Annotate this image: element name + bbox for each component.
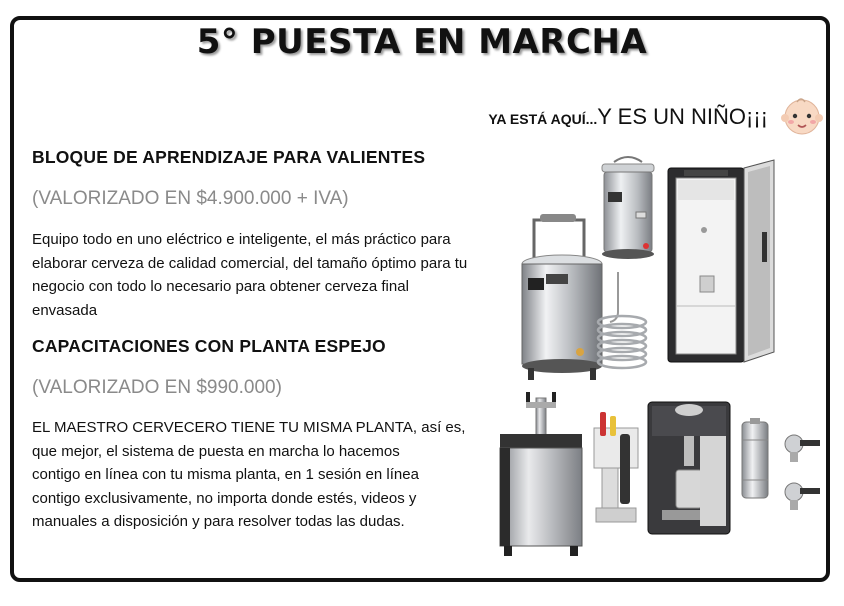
page-title: 5° PUESTA EN MARCHA: [196, 22, 648, 62]
section2-line: EL MAESTRO CERVECERO TIENE TU MISMA PLANTA, así es,: [32, 419, 466, 436]
section1-heading: BLOQUE DE APRENDIZAJE PARA VALIENTES: [32, 147, 426, 167]
section1-description: [32, 228, 512, 322]
section2-line: contigo en línea con tu misma planta, en 1 sesión en línea: [32, 466, 419, 483]
keg-image: [738, 418, 772, 502]
section2-line: manuales a disposición y para resolver todas las dudas.: [32, 513, 405, 530]
section2-heading: CAPACITACIONES CON PLANTA ESPEJO: [32, 336, 386, 356]
section1-line: elaborar cerveza de calidad comercial, del tamaño óptimo para tu: [32, 254, 468, 272]
section1-price: (VALORIZADO EN $4.900.000 + IVA): [32, 188, 349, 209]
announcement-small: YA ESTÁ AQUÍ...: [488, 111, 598, 127]
bottle-filler-image: [592, 408, 640, 526]
brew-kettle-image: [518, 212, 650, 384]
keg-couplers-image: [776, 430, 822, 522]
section2-line: contigo exclusivamente, no importa donde estés, videos y: [32, 489, 417, 507]
section2-price: (VALORIZADO EN $990.000): [32, 377, 282, 398]
section2-description: [32, 416, 512, 534]
section2-line: que mejor, el sistema de puesta en marcha lo hacemos: [32, 442, 400, 460]
kegerator-image: [496, 384, 590, 558]
can-seamer-image: [644, 396, 734, 542]
section1-line: envasada: [32, 301, 98, 319]
section1-line: negocio con todo lo necesario para obtener cerveza final: [32, 278, 409, 295]
announcement-big: Y ES UN NIÑO¡¡¡: [597, 104, 768, 129]
announcement: [488, 104, 768, 130]
fermentation-fridge-image: [664, 156, 780, 368]
section1-line: Equipo todo en uno eléctrico e inteligente, el más práctico para: [32, 231, 451, 248]
baby-face-icon: [780, 94, 824, 138]
